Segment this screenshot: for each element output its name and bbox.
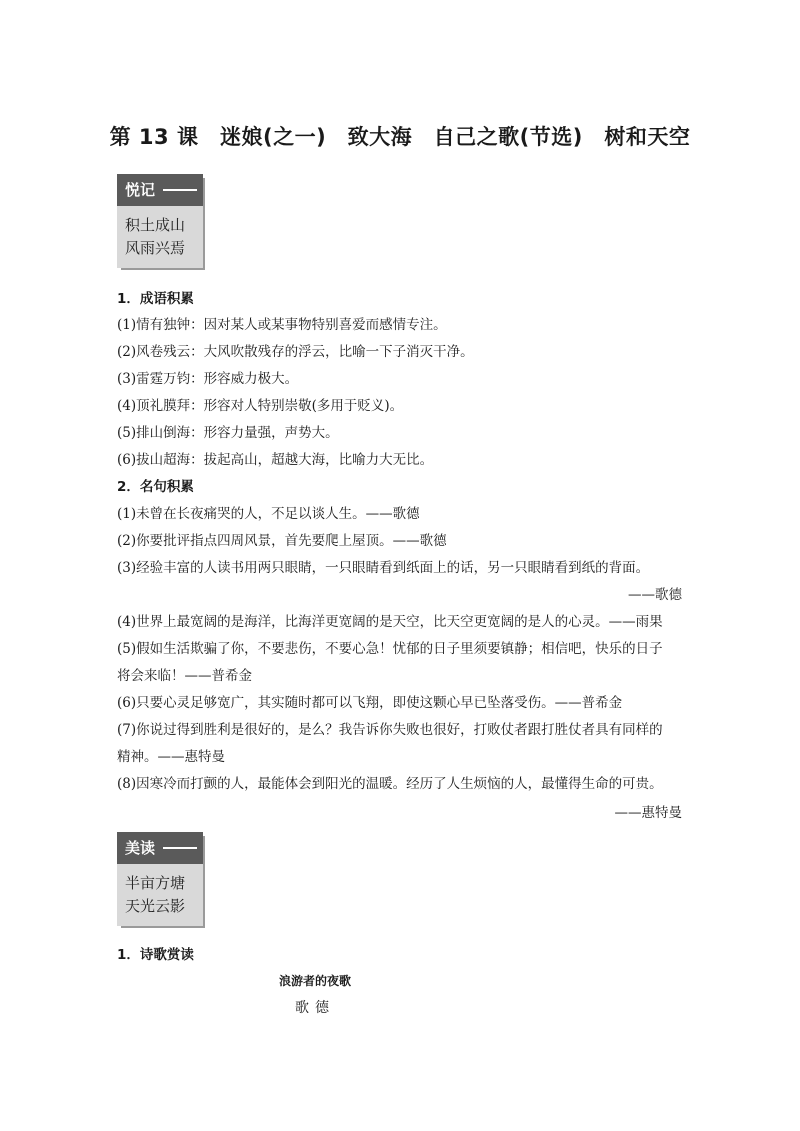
- badge-line-2: 风雨兴焉: [125, 239, 186, 257]
- quote-item: (3)经验丰富的人读书用两只眼睛，一只眼睛看到纸面上的话，另一只眼睛看到纸的背面。: [117, 560, 650, 576]
- section-badge-yueji: [117, 174, 203, 268]
- idiom-item: (3)雷霆万钧：形容威力极大。: [117, 371, 299, 387]
- badge-body: [117, 206, 203, 268]
- badge-body: [117, 864, 203, 926]
- badge-head-line: [163, 847, 197, 849]
- section-badge-meidu: [117, 832, 203, 926]
- quote-item-continuation: 精神。——惠特曼: [117, 749, 225, 765]
- section-heading-poem: 1．诗歌赏读: [117, 947, 194, 963]
- quote-item: (5)假如生活欺骗了你，不要悲伤，不要心急！忧郁的日子里须要镇静；相信吧，快乐的日子: [117, 641, 663, 657]
- badge-head-label: 美读: [125, 839, 156, 857]
- quote-item: (1)未曾在长夜痛哭的人，不足以谈人生。——歌德: [117, 506, 420, 522]
- badge-line-1: 半亩方塘: [125, 874, 186, 892]
- badge-head: [117, 832, 203, 864]
- quote-item: (6)只要心灵足够宽广，其实随时都可以飞翔，即使这颗心早已坠落受伤。——普希金: [117, 695, 623, 711]
- badge-line-2: 天光云影: [125, 897, 186, 915]
- quote-item: (8)因寒冷而打颤的人，最能体会到阳光的温暖。经历了人生烦恼的人，最懂得生命的可贵。: [117, 776, 663, 792]
- badge-head: [117, 174, 203, 206]
- idiom-item: (2)风卷残云：大风吹散残存的浮云，比喻一下子消灭干净。: [117, 344, 474, 360]
- quote-attribution: ——歌德: [628, 587, 682, 603]
- quote-item: (2)你要批评指点四周风景，首先要爬上屋顶。——歌德: [117, 533, 447, 549]
- quote-attribution: ——惠特曼: [614, 805, 682, 821]
- badge-head-label: 悦记: [125, 181, 156, 199]
- lesson-title: 第 13 课 迷娘(之一) 致大海 自己之歌(节选) 树和天空: [109, 125, 691, 149]
- poem-title: 浪游者的夜歌: [278, 974, 351, 988]
- idiom-item: (5)排山倒海：形容力量强，声势大。: [117, 425, 339, 441]
- quote-item: (4)世界上最宽阔的是海洋，比海洋更宽阔的是天空，比天空更宽阔的是人的心灵。——雨果: [117, 614, 663, 630]
- section-heading-quotes: 2．名句积累: [117, 479, 194, 495]
- badge-head-line: [163, 189, 197, 191]
- section-heading-idioms: 1．成语积累: [117, 291, 194, 307]
- badge-line-1: 积土成山: [125, 216, 186, 234]
- quote-item-continuation: 将会来临！——普希金: [117, 668, 252, 684]
- idiom-item: (1)情有独钟：因对某人或某事物特别喜爱而感情专注。: [117, 317, 447, 333]
- quote-item: (7)你说过得到胜利是很好的，是么？我告诉你失败也很好，打败仗者跟打胜仗者具有同样的: [117, 722, 663, 738]
- idiom-item: (6)拔山超海：拔起高山，超越大海，比喻力大无比。: [117, 452, 434, 468]
- idiom-item: (4)顶礼膜拜：形容对人特别崇敬(多用于贬义)。: [117, 398, 404, 414]
- poem-author: 歌德: [295, 1000, 335, 1016]
